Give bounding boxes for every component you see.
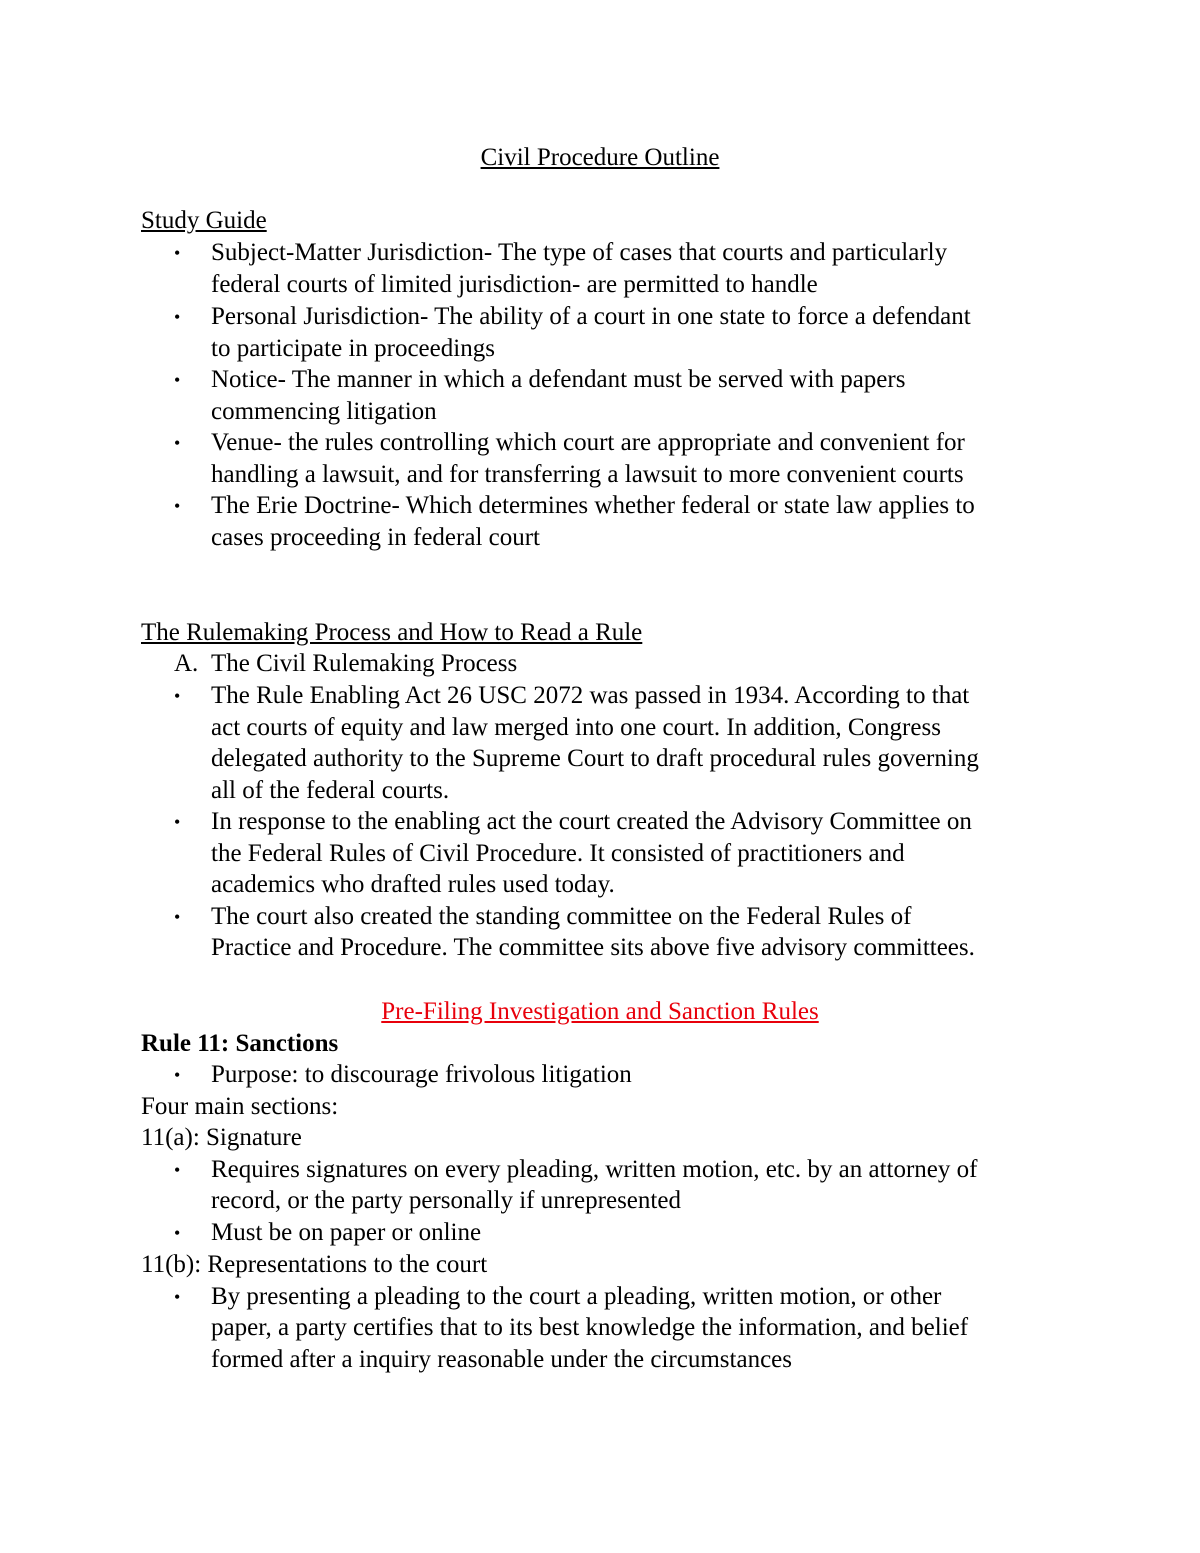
section-11a-label: 11(a): Signature <box>141 1124 302 1151</box>
document-title: Civil Procedure Outline <box>480 144 720 171</box>
bullet-icon: • <box>174 243 181 263</box>
list-item-line: Venue- the rules controlling which court are appropriate and convenient for <box>211 429 965 456</box>
list-item-line: formed after a inquiry reasonable under the circumstances <box>211 1346 792 1373</box>
bullet-icon: • <box>174 686 181 706</box>
prefiling-heading: Pre-Filing Investigation and Sanction Rules <box>381 998 819 1025</box>
bullet-icon: • <box>174 907 181 927</box>
list-item-line: handling a lawsuit, and for transferring a lawsuit to more convenient courts <box>211 461 964 488</box>
list-item-line: record, or the party personally if unrepresented <box>211 1187 681 1214</box>
list-item-line: Notice- The manner in which a defendant must be served with papers <box>211 366 906 393</box>
list-item-line: Must be on paper or online <box>211 1219 482 1246</box>
rule-11-heading: Rule 11: Sanctions <box>141 1030 339 1057</box>
list-item-line: act courts of equity and law merged into one court. In addition, Congress <box>211 714 941 741</box>
list-item-line: the Federal Rules of Civil Procedure. It consisted of practitioners and <box>211 840 905 867</box>
list-item-line: In response to the enabling act the court created the Advisory Committee on <box>211 808 972 835</box>
rulemaking-subheading: The Civil Rulemaking Process <box>211 650 518 677</box>
bullet-icon: • <box>174 307 181 327</box>
list-item-line: Requires signatures on every pleading, written motion, etc. by an attorney of <box>211 1156 978 1183</box>
list-item-line: academics who drafted rules used today. <box>211 871 615 898</box>
list-item-line: commencing litigation <box>211 398 437 425</box>
list-item-line: all of the federal courts. <box>211 777 450 804</box>
bullet-icon: • <box>174 1223 181 1243</box>
rulemaking-heading: The Rulemaking Process and How to Read a Rule <box>141 619 643 646</box>
list-item-line: The Erie Doctrine- Which determines whether federal or state law applies to <box>211 492 975 519</box>
four-sections-label: Four main sections: <box>141 1093 339 1120</box>
bullet-icon: • <box>174 433 181 453</box>
study-guide-heading: Study Guide <box>141 207 267 234</box>
bullet-icon: • <box>174 370 181 390</box>
bullet-icon: • <box>174 1065 181 1085</box>
bullet-icon: • <box>174 496 181 516</box>
list-item-line: cases proceeding in federal court <box>211 524 541 551</box>
list-item-line: paper, a party certifies that to its best knowledge the information, and belief <box>211 1314 969 1341</box>
bullet-icon: • <box>174 812 181 832</box>
list-item-line: delegated authority to the Supreme Court to draft procedural rules governing <box>211 745 979 772</box>
list-item-line: Purpose: to discourage frivolous litigation <box>211 1061 632 1088</box>
list-item-line: By presenting a pleading to the court a pleading, written motion, or other <box>211 1283 942 1310</box>
list-item-line: The court also created the standing committee on the Federal Rules of <box>211 903 912 930</box>
list-item-line: The Rule Enabling Act 26 USC 2072 was passed in 1934. According to that <box>211 682 970 709</box>
list-item-line: to participate in proceedings <box>211 335 495 362</box>
list-item-line: Personal Jurisdiction- The ability of a court in one state to force a defendant <box>211 303 971 330</box>
section-11b-label: 11(b): Representations to the court <box>141 1251 488 1278</box>
list-item-line: Subject-Matter Jurisdiction- The type of cases that courts and particularly <box>211 239 948 266</box>
list-marker: A. <box>174 650 199 677</box>
list-item-line: Practice and Procedure. The committee sits above five advisory committees. <box>211 934 975 961</box>
bullet-icon: • <box>174 1160 181 1180</box>
bullet-icon: • <box>174 1287 181 1307</box>
list-item-line: federal courts of limited jurisdiction- are permitted to handle <box>211 271 818 298</box>
